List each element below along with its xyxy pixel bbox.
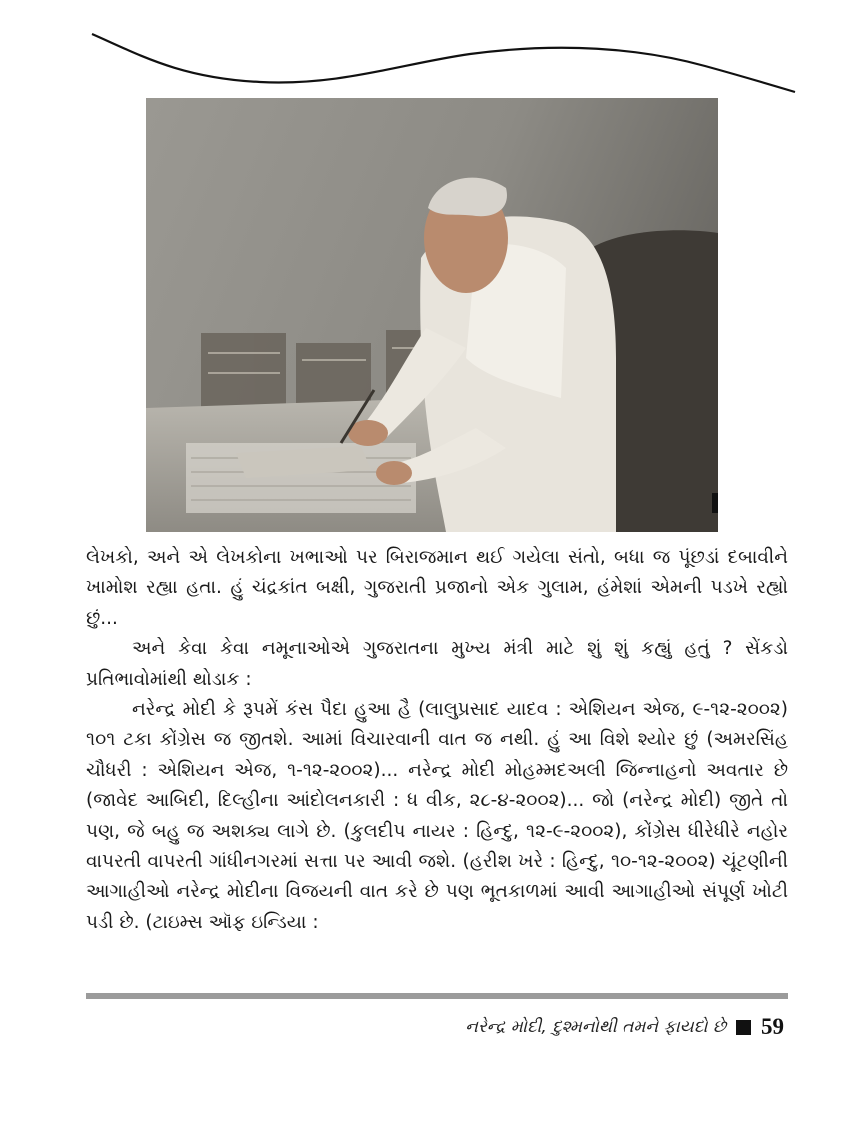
photo-of-man-writing-at-desk-icon — [146, 98, 718, 532]
page-number: 59 — [761, 1014, 784, 1039]
page-footer — [465, 1014, 784, 1040]
paragraph-3: નરેન્દ્ર મોદી કે રૂપમેં કંસ પૈદા હુઆ હૈ (લાલુપ્રસાદ યાદવ : એશિયન એજ, ૯-૧૨-૨૦૦૨) ૧૦૧ ટકા કોંગ્રેસ જ જીતશે. આમાં વિચારવાની વાત જ નથી. હું આ વિશે શ્યોર છું (અમરસિંહ ચૌધરી : એશિયન એજ, ૧-૧૨-૨૦૦૨)... નરેન્દ્ર મોદી મોહમ્મદઅલી જિન્નાહનો અવતાર છે (જાવેદ આબિદી, દિલ્હીના આંદોલનકારી : ધ વીક, ૨૮-૪-૨૦૦૨)... જો (નરેન્દ્ર મોદી) જીતે તો પણ, જે બહુ જ અશક્ય લાગે છે. (કુલદીપ નાયર : હિન્દુ, ૧૨-૯-૨૦૦૨), કોંગ્રેસ ધીરેધીરે નહોર વાપરતી વાપરતી ગાંધીનગરમાં સત્તા પર આવી જશે. (હરીશ ખરે : હિન્દુ, ૧૦-૧૨-૨૦૦૨) ચૂંટણીની આગાહીઓ નરેન્દ્ર મોદીના વિજયની વાત કરે છે પણ ભૂતકાળમાં આવી આગાહીઓ સંપૂર્ણ ખોટી પડી છે. (ટાઇમ્સ ઑફ ઇન્ડિયા : — [86, 699, 788, 933]
photo — [146, 98, 718, 532]
paragraph-2: અને કેવા કેવા નમૂનાઓએ ગુજરાતના મુખ્ય મંત્રી માટે શું શું કહ્યું હતું ? સેંકડો પ્રતિભાવોમાંથી થોડાક : — [86, 638, 788, 690]
paragraph-1: લેખકો, અને એ લેખકોના ખભાઓ પર બિરાજમાન થઈ ગયેલા સંતો, બધા જ પૂંછડાં દબાવીને ખામોશ રહ્યા હતા. હું ચંદ્રકાંત બક્ષી, ગુજરાતી પ્રજાનો એક ગુલામ, હંમેશાં એમની પડખે રહ્યો છું... — [86, 547, 788, 629]
book-title: નરેન્દ્ર મોદી, દુશ્મનોથી તમને ફાયદો છે — [465, 1017, 726, 1037]
footer-rule — [86, 993, 788, 999]
body-text — [86, 543, 788, 938]
square-bullet-icon — [736, 1020, 751, 1035]
